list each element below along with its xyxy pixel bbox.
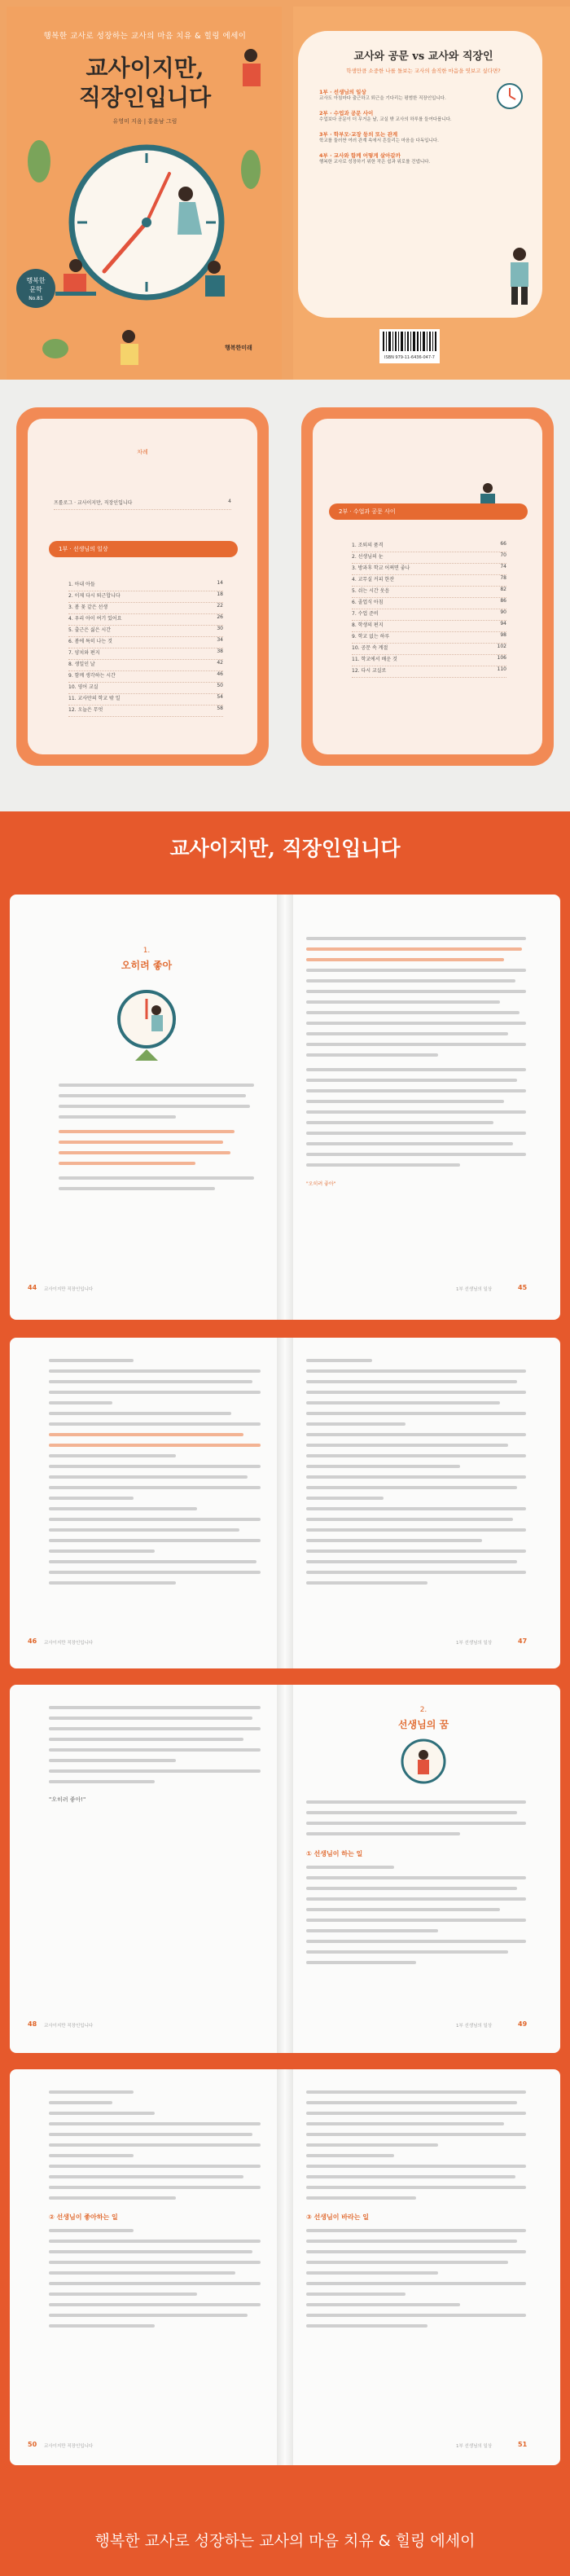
toc-item[interactable]: 5. 쉬는 시간 웃음 82 bbox=[352, 587, 506, 598]
toc-item[interactable]: 4. 교무실 커피 한잔 78 bbox=[352, 575, 506, 587]
toc-item[interactable]: 7. 양치와 편지 38 bbox=[68, 648, 223, 660]
toc-item[interactable]: 1. 아내 아들 14 bbox=[68, 580, 223, 591]
body-text bbox=[306, 1800, 526, 1843]
toc-part1-label: 1부 · 선생님의 일상 bbox=[49, 541, 238, 557]
body-text bbox=[49, 1706, 261, 1791]
cover-tagline: 행복한 교사로 성장하는 교사의 마음 치유 & 힐링 에세이 bbox=[43, 32, 247, 41]
toc-item[interactable]: 6. 졸업식 아침 86 bbox=[352, 598, 506, 609]
section-subhead: ② 선생님이 좋아하는 일 bbox=[49, 2213, 118, 2221]
body-text bbox=[306, 1359, 526, 1592]
toc-item[interactable]: 1. 조퇴의 품격 66 bbox=[352, 541, 506, 552]
reader-figure bbox=[503, 244, 536, 310]
author-byline: 유영미 지음 | 홍윤남 그림 bbox=[112, 118, 178, 125]
toc-part2-label: 2부 · 수업과 공문 사이 bbox=[329, 503, 528, 520]
body-text bbox=[49, 2229, 261, 2335]
page-number: 47 bbox=[518, 1637, 528, 1645]
body-text bbox=[306, 1866, 526, 1972]
toc-item[interactable]: 7. 수업 준비 90 bbox=[352, 609, 506, 621]
page-number: 51 bbox=[518, 2441, 528, 2448]
page-footer: 교사이지만 직장인입니다 bbox=[44, 2024, 94, 2029]
toc-item[interactable]: 3. 방과후 학교 어쩌면 좋나 74 bbox=[352, 564, 506, 575]
page-footer: 교사이지만 직장인입니다 bbox=[44, 1641, 94, 1646]
toc-item[interactable]: 12. 오늘은 무엇 58 bbox=[68, 706, 223, 717]
toc-item[interactable]: 11. 학교에서 배운 것 106 bbox=[352, 655, 506, 666]
chapter-title: 오히려 좋아 bbox=[121, 960, 173, 971]
body-text bbox=[306, 2090, 526, 2207]
page-number: 50 bbox=[28, 2441, 37, 2448]
page-footer: 1부 선생님의 일상 bbox=[456, 1287, 493, 1292]
chapter-title: 선생님의 꿈 bbox=[397, 1719, 449, 1730]
page-number: 49 bbox=[518, 2020, 528, 2028]
banner-title: 교사이지만, 직장인입니다 bbox=[169, 837, 401, 860]
page-number: 45 bbox=[518, 1284, 528, 1291]
publisher-logo: 행복한미래 bbox=[225, 345, 252, 351]
highlight-quote: "오히려 좋아" bbox=[306, 1181, 336, 1187]
toc-item[interactable]: 4. 우리 아이 여기 있어요 26 bbox=[68, 614, 223, 626]
back-chapter: 1부 · 선생님의 일상 교사도 아침마다 출근하고 퇴근을 기다리는 평범한 직장인입니다. bbox=[319, 89, 446, 101]
body-text bbox=[49, 2090, 261, 2207]
page-footer: 교사이지만 직장인입니다 bbox=[44, 2444, 94, 2449]
toc-heading: 차례 bbox=[137, 449, 148, 455]
toc-item[interactable]: 12. 다시 교실로 110 bbox=[352, 666, 506, 678]
toc-item[interactable]: 2. 이제 다시 퇴근합니다 18 bbox=[68, 591, 223, 603]
section-subhead: ① 선생님이 하는 일 bbox=[306, 1850, 363, 1857]
page-number: 46 bbox=[28, 1637, 37, 1645]
toc-item[interactable]: 8. 생일인 날 42 bbox=[68, 660, 223, 671]
body-text bbox=[306, 2229, 526, 2335]
chapter-number: 1. bbox=[142, 947, 151, 955]
back-cover-subline: 학생만큼 소중한 나를 돌보는 교사의 솔직한 마음을 엿보고 싶다면? bbox=[346, 68, 501, 74]
isbn: ISBN 979-11-6436-047-7 bbox=[384, 355, 435, 360]
section-subhead: ③ 선생님이 바라는 일 bbox=[306, 2213, 369, 2221]
title-banner bbox=[0, 811, 570, 886]
page-footer: 1부 선생님의 일상 bbox=[456, 1641, 493, 1646]
page-footer: 교사이지만 직장인입니다 bbox=[44, 1287, 94, 1292]
toc-item[interactable]: 9. 함께 생각하는 시간 46 bbox=[68, 671, 223, 683]
quote-text: "오히려 좋아!" bbox=[49, 1796, 86, 1803]
body-text bbox=[306, 937, 526, 1174]
back-chapter: 3부 · 학부모·교장 등의 또는 관계 학교를 둘러싼 여러 관계 속에서 흔들리는 마음을 다독입니다. bbox=[319, 131, 439, 143]
body-text bbox=[49, 1359, 261, 1592]
back-cover-headline: 교사와 공문 vs 교사와 직장인 bbox=[353, 51, 493, 63]
toc-part2-list bbox=[352, 541, 506, 678]
toc-item[interactable]: 10. 공문 속 계절 102 bbox=[352, 644, 506, 655]
chapter-illustration bbox=[114, 974, 179, 1064]
toc-item[interactable]: 6. 봄에 특히 나는 것 34 bbox=[68, 637, 223, 648]
back-chapter: 2부 · 수업과 공문 사이 수업보다 공문이 더 무거운 날, 교실 밖 교사의 하루를 들여다봅니다. bbox=[319, 110, 452, 122]
footer-tagline: 행복한 교사로 성장하는 교사의 마음 치유 & 힐링 에세이 bbox=[94, 2532, 476, 2550]
chapter-number: 2. bbox=[419, 1706, 428, 1714]
page-footer: 1부 선생님의 일상 bbox=[456, 2024, 493, 2029]
page-number: 44 bbox=[28, 1284, 37, 1291]
barcode bbox=[379, 329, 440, 363]
toc-item[interactable]: 2. 선생님의 눈 70 bbox=[352, 552, 506, 564]
toc-item[interactable]: 10. 영어 교실 50 bbox=[68, 683, 223, 694]
toc-item[interactable]: 8. 학생의 편지 94 bbox=[352, 621, 506, 632]
toc-item[interactable]: 9. 학교 없는 하루 98 bbox=[352, 632, 506, 644]
toc-item[interactable]: 5. 출근은 싫은 시간 30 bbox=[68, 626, 223, 637]
footer-banner bbox=[0, 2498, 570, 2576]
toc-item[interactable]: 3. 봄 꽃 같은 선생 22 bbox=[68, 603, 223, 614]
back-chapter: 4부 · 교사와 함께 어떻게 살아갈까 행복한 교사로 성장하기 위한 작은 쉼과 위로를 건넵니다. bbox=[319, 152, 431, 165]
toc-item[interactable]: 11. 교사만의 학교 밖 일 54 bbox=[68, 694, 223, 706]
front-cover bbox=[7, 7, 282, 380]
toc-part1-list bbox=[68, 580, 223, 717]
body-text bbox=[59, 1084, 254, 1198]
book-title: 교사이지만, 직장인입니다 bbox=[78, 55, 212, 111]
teacher-figure bbox=[178, 187, 193, 201]
back-chapter-list bbox=[319, 88, 482, 173]
series-badge: 행복한 문학 No.81 bbox=[16, 269, 55, 308]
chapter-illustration bbox=[397, 1735, 449, 1787]
clock-icon bbox=[495, 78, 524, 114]
page-footer: 1부 선생님의 일상 bbox=[456, 2444, 493, 2449]
toc-preface[interactable]: 프롤로그 · 교사이지만, 직장인입니다 4 bbox=[54, 499, 231, 510]
page-number: 48 bbox=[28, 2020, 37, 2028]
